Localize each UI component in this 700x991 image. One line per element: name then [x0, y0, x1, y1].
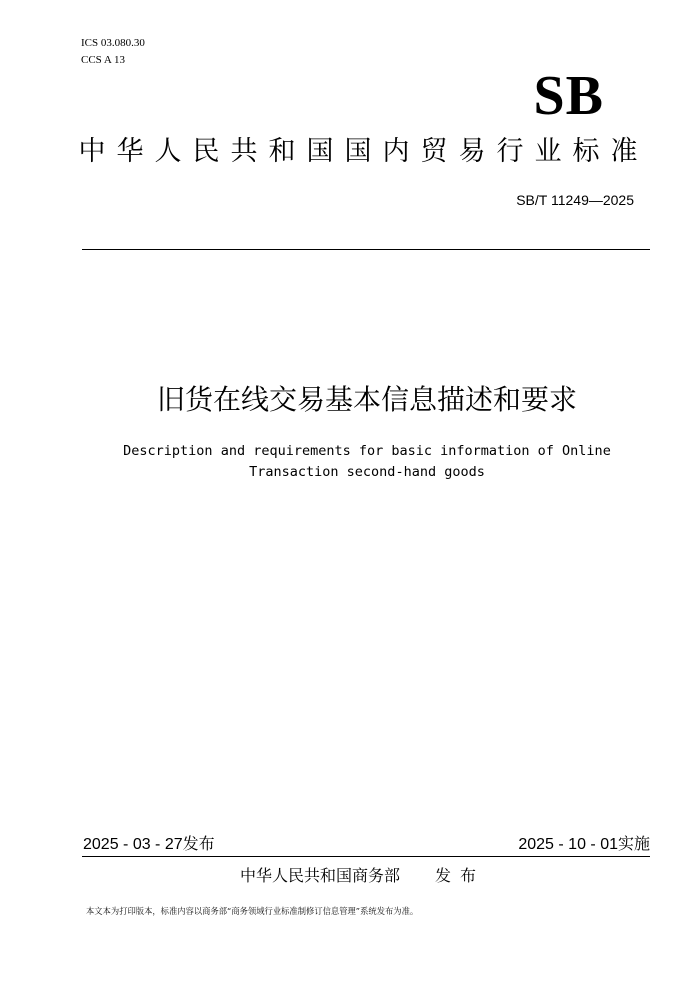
issuer-title: 中华人民共和国国内贸易行业标准: [78, 136, 649, 167]
publisher-action: 发布: [435, 866, 486, 885]
header-divider: [82, 249, 650, 250]
document-title-cn: 旧货在线交易基本信息描述和要求: [156, 383, 577, 416]
standard-number: SB/T 11249—2025: [516, 192, 634, 208]
implement-date: 2025 - 10 - 01: [518, 836, 618, 853]
implement-label: 实施: [617, 834, 650, 853]
document-title-en: Description and requirements for basic information of Online Transaction second-hand goods: [123, 443, 611, 480]
ccs-code: CCS A 13: [81, 54, 126, 66]
implement-date-line: [518, 834, 650, 855]
publish-label: 发布: [182, 834, 215, 853]
footer-divider: [82, 856, 650, 857]
publish-date: 2025 - 03 - 27: [83, 836, 183, 853]
publish-date-line: [83, 834, 215, 855]
publisher-name: 中华人民共和国商务部: [240, 866, 401, 885]
sb-logo: SB: [533, 65, 604, 127]
print-version-note: 本文本为打印版本，标准内容以商务部“商务领域行业标准制修订信息管理”系统发布为准。: [86, 906, 419, 916]
ics-code: ICS 03.080.30: [81, 37, 145, 49]
